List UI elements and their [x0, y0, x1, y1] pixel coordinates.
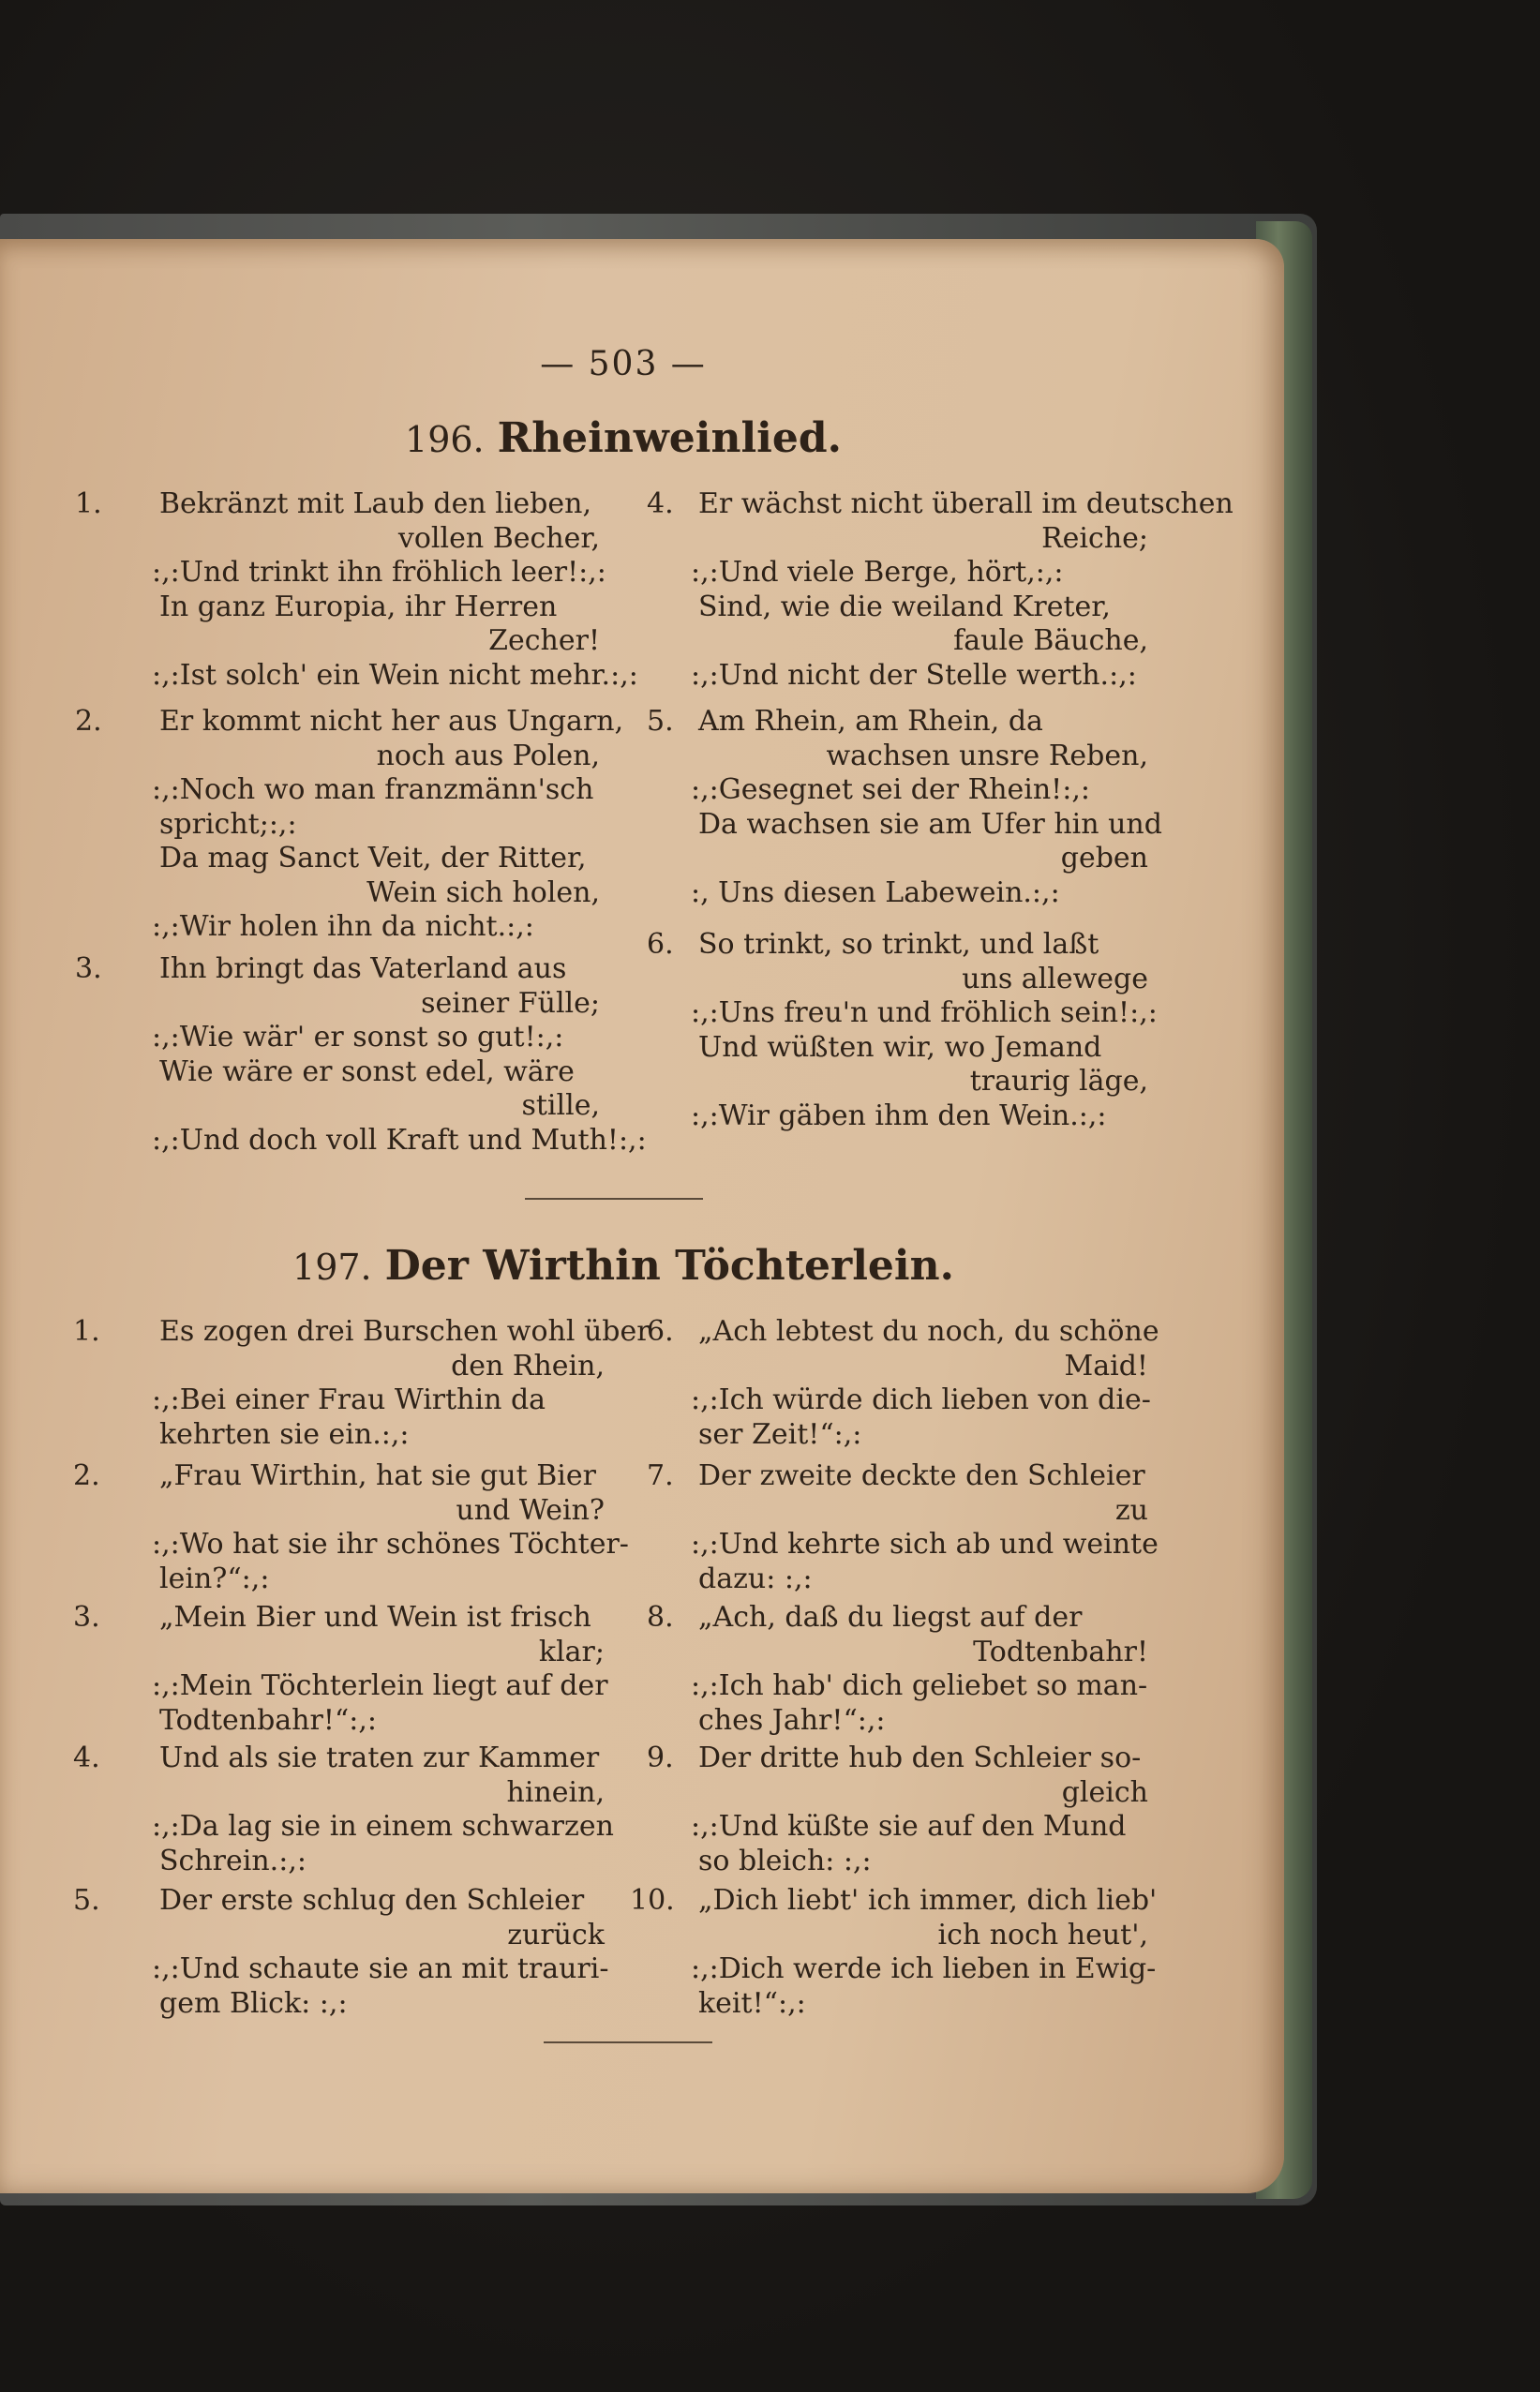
verse-line: „Ach, daß du liegst auf der	[698, 1601, 1083, 1634]
verse-line: :,:Gesegnet sei der Rhein!:,:	[691, 773, 1090, 806]
verse-line: :,:Und kehrte sich ab und weinte	[691, 1528, 1159, 1561]
verse-line: traurig läge,	[969, 1065, 1148, 1098]
verse-line: klar;	[538, 1635, 605, 1668]
verse-number: 1.	[75, 487, 102, 520]
verse-line: :,:Ist solch' ein Wein nicht mehr.:,:	[152, 658, 638, 692]
verse-line: wachsen unsre Reben,	[826, 739, 1148, 772]
verse-line: „Mein Bier und Wein ist frisch	[159, 1601, 591, 1634]
verse-number: 5.	[647, 705, 674, 738]
verse-line: Und als sie traten zur Kammer	[159, 1742, 600, 1774]
verse-number: 10.	[630, 1884, 675, 1917]
verse-number: 6.	[647, 928, 674, 961]
verse-line: vollen Becher,	[397, 521, 600, 555]
verse-line: :,:Und küßte sie auf den Mund	[691, 1810, 1127, 1843]
verse-line: den Rhein,	[451, 1349, 605, 1383]
verse-line: so bleich: :,:	[698, 1844, 872, 1877]
verse-line: faule Bäuche,	[953, 624, 1148, 657]
verse-number: 4.	[647, 487, 674, 520]
verse-line: Reiche;	[1041, 521, 1148, 555]
verse-line: geben	[1060, 842, 1148, 875]
verse-line: Da wachsen sie am Ufer hin und	[698, 807, 1162, 841]
verse-line: :,:Noch wo man franzmänn'sch	[152, 773, 594, 806]
verse-line: Schrein.:,:	[159, 1844, 307, 1877]
verse-line: keit!“:,:	[698, 1986, 806, 2020]
verse-line: :,:Ich würde dich lieben von die-	[691, 1383, 1151, 1416]
verse-line: Wein sich holen,	[366, 875, 600, 909]
verse-line: und Wein?	[456, 1493, 605, 1527]
verse-line: „Dich liebt' ich immer, dich lieb'	[698, 1884, 1158, 1917]
song-title-text: Der Wirthin Töchterlein.	[384, 1242, 954, 1290]
verse-line: Er kommt nicht her aus Ungarn,	[159, 705, 624, 738]
verse-number: 6.	[647, 1315, 674, 1348]
verse-line: „Frau Wirthin, hat sie gut Bier	[159, 1459, 596, 1492]
verse-number: 2.	[75, 705, 102, 738]
verse-line: Der erste schlug den Schleier	[159, 1884, 585, 1917]
page-number: — 503 —	[540, 345, 707, 383]
verse-line: seiner Fülle;	[421, 986, 600, 1020]
verse-line: :,:Uns freu'n und fröhlich sein!:,:	[691, 996, 1158, 1029]
song-title-197	[0, 1242, 1247, 1290]
verse-line: Zecher!	[488, 624, 600, 657]
verse-line: zu	[1114, 1493, 1148, 1527]
verse-line: Am Rhein, am Rhein, da	[698, 705, 1043, 738]
verse-line: Bekränzt mit Laub den lieben,	[159, 487, 592, 520]
verse-line: :,:Und nicht der Stelle werth.:,:	[691, 658, 1137, 692]
verse-number: 7.	[647, 1459, 674, 1492]
verse-number: 5.	[73, 1884, 100, 1917]
verse-line: :,:Und doch voll Kraft und Muth!:,:	[152, 1123, 647, 1157]
verse-number: 9.	[647, 1742, 674, 1774]
verse-line: ches Jahr!“:,:	[698, 1703, 886, 1737]
verse-number: 3.	[73, 1601, 100, 1634]
verse-line: Wie wäre er sonst edel, wäre	[159, 1054, 575, 1088]
verse-line: Maid!	[1064, 1349, 1148, 1383]
verse-line: :,:Wie wär' er sonst so gut!:,:	[152, 1021, 564, 1054]
verse-line: dazu: :,:	[698, 1562, 813, 1595]
verse-line: stille,	[521, 1089, 600, 1122]
verse-line: Es zogen drei Burschen wohl über	[159, 1315, 650, 1348]
verse-number: 4.	[73, 1742, 100, 1774]
verse-line: :,:Wo hat sie ihr schönes Töchter-	[152, 1528, 629, 1561]
end-divider	[544, 2041, 712, 2043]
verse-line: spricht;:,:	[159, 807, 297, 841]
verse-line: So trinkt, so trinkt, und laßt	[698, 928, 1099, 961]
verse-number: 1.	[73, 1315, 100, 1348]
verse-line: ich noch heut',	[937, 1918, 1148, 1951]
song-title-196	[0, 414, 1247, 462]
verse-line: Da mag Sanct Veit, der Ritter,	[159, 842, 587, 875]
verse-line: gem Blick: :,:	[159, 1986, 348, 2020]
verse-line: Und wüßten wir, wo Jemand	[698, 1030, 1102, 1064]
verse-line: :,:Bei einer Frau Wirthin da	[152, 1383, 546, 1416]
verse-line: Er wächst nicht überall im deutschen	[698, 487, 1233, 520]
verse-line: noch aus Polen,	[376, 739, 600, 772]
verse-line: :,:Da lag sie in einem schwarzen	[152, 1810, 614, 1843]
verse-line: :,:Ich hab' dich geliebet so man-	[691, 1669, 1148, 1702]
song-title-text: Rheinweinlied.	[497, 414, 842, 462]
verse-line: :,:Wir holen ihn da nicht.:,:	[152, 910, 534, 943]
verse-line: :, Uns diesen Labewein.:,:	[691, 875, 1060, 909]
verse-number: 3.	[75, 952, 102, 985]
verse-line: zurück	[507, 1918, 605, 1951]
verse-line: „Ach lebtest du noch, du schöne	[698, 1315, 1159, 1348]
verse-line: lein?“:,:	[159, 1562, 270, 1595]
verse-number: 8.	[647, 1601, 674, 1634]
verse-line: Der dritte hub den Schleier so-	[698, 1742, 1142, 1774]
verse-line: :,:Wir gäben ihm den Wein.:,:	[691, 1099, 1107, 1132]
verse-number: 2.	[73, 1459, 100, 1492]
verse-line: hinein,	[506, 1775, 605, 1809]
verse-line: :,:Und trinkt ihn fröhlich leer!:,:	[152, 556, 606, 589]
section-divider	[525, 1198, 703, 1200]
verse-line: uns allewege	[962, 962, 1148, 995]
song-number: 197.	[292, 1247, 372, 1288]
verse-line: kehrten sie ein.:,:	[159, 1417, 410, 1451]
verse-line: ser Zeit!“:,:	[698, 1417, 862, 1451]
verse-line: :,:Dich werde ich lieben in Ewig-	[691, 1952, 1157, 1985]
verse-line: Todtenbahr!“:,:	[159, 1703, 377, 1737]
verse-line: :,:Und viele Berge, hört,:,:	[691, 556, 1064, 589]
song-number: 196.	[405, 419, 485, 460]
verse-line: gleich	[1061, 1775, 1148, 1809]
verse-line: :,:Mein Töchterlein liegt auf der	[152, 1669, 608, 1702]
verse-line: Der zweite deckte den Schleier	[698, 1459, 1145, 1492]
verse-line: :,:Und schaute sie an mit trauri-	[152, 1952, 609, 1985]
verse-line: Ihn bringt das Vaterland aus	[159, 952, 567, 985]
verse-line: In ganz Europia, ihr Herren	[159, 590, 558, 623]
verse-line: Todtenbahr!	[973, 1635, 1148, 1668]
verse-line: Sind, wie die weiland Kreter,	[698, 590, 1111, 623]
